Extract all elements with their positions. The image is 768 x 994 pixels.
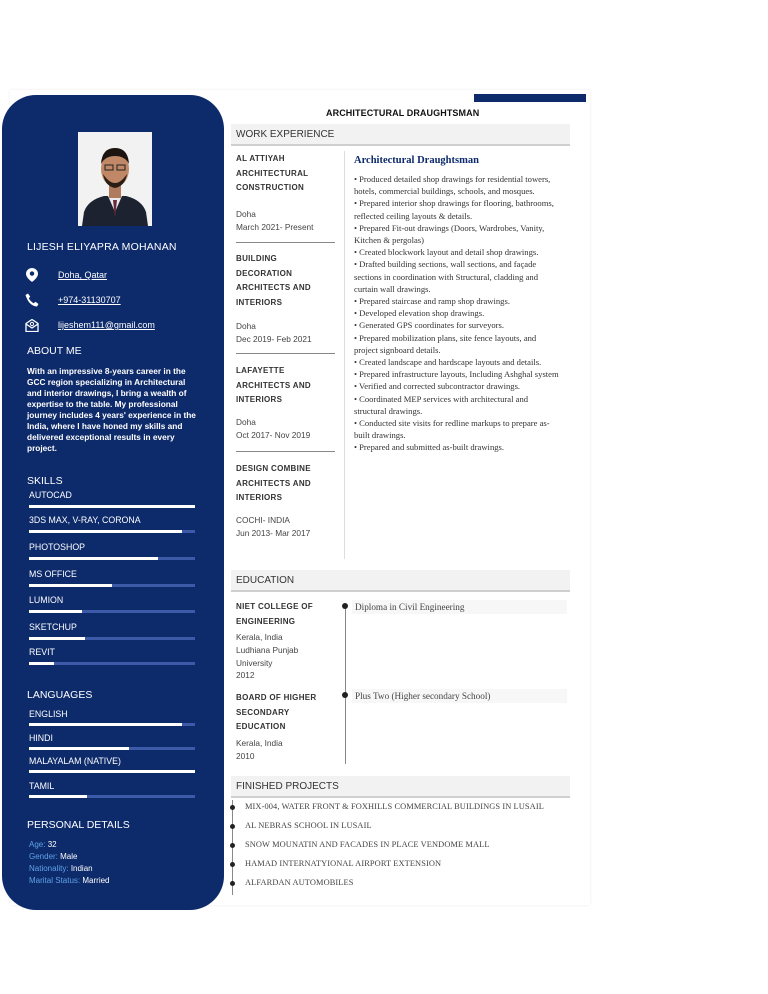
duty-item: • Prepared infrastructure layouts, Including Ashghal system xyxy=(354,369,559,380)
language-level-fill xyxy=(29,747,129,750)
contact-email xyxy=(24,317,208,333)
skill-level-fill xyxy=(29,505,195,508)
project-bullet xyxy=(230,824,235,829)
skill-level-bar xyxy=(29,637,195,640)
personal-gender: Gender: Male xyxy=(29,852,78,861)
skill-level-fill xyxy=(29,557,158,560)
skill-level-bar xyxy=(29,505,195,508)
language-name: TAMIL xyxy=(29,781,55,791)
work-heading: WORK EXPERIENCE xyxy=(236,129,335,140)
project-bullet xyxy=(230,862,235,867)
duty-item: • Created blockwork layout and detail shop drawings. xyxy=(354,247,539,258)
header-corner-decoration xyxy=(474,94,586,102)
skill-level-bar xyxy=(29,610,195,613)
duties-list xyxy=(354,173,562,454)
job-place: Doha xyxy=(236,417,256,427)
languages-heading: LANGUAGES xyxy=(27,689,93,701)
duty-item: • Generated GPS coordinates for surveyors. xyxy=(354,320,505,331)
sidebar xyxy=(2,95,224,910)
location-text: Doha, Qatar xyxy=(58,270,108,280)
edu-degree: Plus Two (Higher secondary School) xyxy=(355,691,491,701)
duty-item: • Conducted site visits for redline markups to prepare as-built drawings. xyxy=(354,418,550,441)
skill-level-fill xyxy=(29,637,85,640)
edu-university: Ludhiana Punjab University xyxy=(236,645,299,668)
work-column-divider xyxy=(344,151,345,559)
skill-name: PHOTOSHOP xyxy=(29,542,86,552)
personal-marital: Marital Status: Married xyxy=(29,876,110,885)
project-item: SNOW MOUNATIN AND FACADES IN PLACE VENDOME MALL xyxy=(245,840,490,849)
job-place: COCHI- INDIA xyxy=(236,515,290,525)
project-item: MIX-004, WATER FRONT & FOXHILLS COMMERCIAL BUILDINGS IN LUSAIL xyxy=(245,802,544,811)
education-timeline xyxy=(345,604,346,764)
duty-item: • Created landscape and hardscape layouts and details. xyxy=(354,357,542,368)
project-item: AL NEBRAS SCHOOL IN LUSAIL xyxy=(245,821,372,830)
edu-place: Kerala, India xyxy=(236,632,283,642)
language-level-bar xyxy=(29,747,195,750)
job-company: BUILDING DECORATION ARCHITECTS AND INTERIORS xyxy=(236,254,312,307)
education-heading: EDUCATION xyxy=(236,575,295,586)
skill-name: REVIT xyxy=(29,647,55,657)
skill-level-fill xyxy=(29,610,82,613)
personal-heading: PERSONAL DETAILS xyxy=(27,819,130,831)
edu-year: 2012 xyxy=(236,670,255,680)
job-period: Oct 2017- Nov 2019 xyxy=(236,430,311,440)
language-level-fill xyxy=(29,770,195,773)
job-company: AL ATTIYAH ARCHITECTURAL CONSTRUCTION xyxy=(236,154,309,192)
skill-name: 3DS MAX, V-RAY, CORONA xyxy=(29,515,141,525)
contact-location xyxy=(24,267,208,283)
personal-age: Age: 32 xyxy=(29,840,57,849)
duty-item: • Prepared interior shop drawings for flooring, bathrooms, reflected ceiling layouts & details. xyxy=(354,198,554,221)
skill-level-fill xyxy=(29,662,54,665)
project-bullet xyxy=(230,843,235,848)
skill-level-fill xyxy=(29,530,182,533)
skill-level-bar xyxy=(29,557,195,560)
projects-heading: FINISHED PROJECTS xyxy=(236,781,339,792)
job-period: Dec 2019- Feb 2021 xyxy=(236,334,312,344)
job-company: DESIGN COMBINE ARCHITECTS AND INTERIORS xyxy=(236,464,312,502)
skill-name: LUMION xyxy=(29,595,64,605)
job-place: Doha xyxy=(236,209,256,219)
profile-name: LIJESH ELIYAPRA MOHANAN xyxy=(27,241,177,253)
duty-item: • Prepared and submitted as-built drawings. xyxy=(354,442,505,453)
language-name: ENGLISH xyxy=(29,709,68,719)
duty-item: • Verified and corrected subcontractor drawings. xyxy=(354,381,521,392)
projects-heading-bar xyxy=(231,776,570,798)
contact-phone xyxy=(24,292,208,308)
edu-school: NIET COLLEGE OF ENGINEERING xyxy=(236,602,313,626)
personal-nationality: Nationality: Indian xyxy=(29,864,93,873)
skill-name: AUTOCAD xyxy=(29,490,72,500)
duty-item: • Prepared Fit-out drawings (Doors, Wardrobes, Vanity, Kitchen & pergolas) xyxy=(354,222,545,246)
job-separator xyxy=(236,353,335,354)
language-level-fill xyxy=(29,723,182,726)
duty-item: • Prepared mobilization plans, site fence layouts, and project signboard details. xyxy=(354,332,537,355)
edu-degree: Diploma in Civil Engineering xyxy=(355,602,465,612)
language-level-bar xyxy=(29,723,195,726)
project-bullet xyxy=(230,805,235,810)
duty-item: • Coordinated MEP services with architectural and structural drawings. xyxy=(354,393,529,416)
email-text[interactable]: lijeshem111@gmail.com xyxy=(58,320,155,330)
project-item: HAMAD INTERNATYIONAL AIRPORT EXTENSION xyxy=(245,859,442,868)
timeline-dot xyxy=(342,692,348,698)
education-heading-bar xyxy=(231,570,570,592)
duty-item: • Drafted building sections, wall sections, and façade sections in coordination with Structural, cladding and curtain wall drawings. xyxy=(354,259,539,294)
about-text: With an impressive 8-years career in the GCC region specializing in Architectural and interior drawings, I bring a wealth of expertise to the table. My professional journey includes 4 years' experience in the India, where I have honed my skills and delivered exceptional results in every project. xyxy=(27,366,196,453)
job-title-header: ARCHITECTURAL DRAUGHTSMAN xyxy=(326,108,480,118)
profile-photo xyxy=(78,132,152,226)
project-item: ALFARDAN AUTOMOBILES xyxy=(245,878,354,887)
edu-year: 2010 xyxy=(236,751,255,761)
job-separator xyxy=(236,242,335,243)
edu-place: Kerala, India xyxy=(236,738,283,748)
personal-details xyxy=(29,839,110,887)
skills-heading: SKILLS xyxy=(27,475,63,487)
skill-level-bar xyxy=(29,662,195,665)
skill-level-bar xyxy=(29,584,195,587)
work-heading-bar xyxy=(231,124,570,146)
language-name: HINDI xyxy=(29,733,53,743)
edu-school: BOARD OF HIGHER SECONDARY EDUCATION xyxy=(236,693,317,731)
phone-text[interactable]: +974-31130707 xyxy=(58,295,121,305)
skill-level-fill xyxy=(29,584,112,587)
job-period: March 2021- Present xyxy=(236,222,314,232)
language-name: MALAYALAM (NATIVE) xyxy=(29,756,121,766)
job-period: Jun 2013- Mar 2017 xyxy=(236,528,311,538)
skill-level-bar xyxy=(29,530,195,533)
project-bullet xyxy=(230,881,235,886)
phone-icon xyxy=(24,292,40,308)
duty-item: • Prepared staircase and ramp shop drawings. xyxy=(354,296,510,307)
email-icon xyxy=(24,317,40,333)
job-company: LAFAYETTE ARCHITECTS AND INTERIORS xyxy=(236,366,312,404)
language-level-fill xyxy=(29,795,87,798)
duty-item: • Developed elevation shop drawings. xyxy=(354,308,485,319)
language-level-bar xyxy=(29,795,195,798)
about-heading: ABOUT ME xyxy=(27,345,82,357)
duty-item: • Produced detailed shop drawings for residential towers, hotels, commercial buildings, schools, and mosques. xyxy=(354,174,551,197)
language-level-bar xyxy=(29,770,195,773)
skill-name: MS OFFICE xyxy=(29,569,77,579)
location-pin-icon xyxy=(24,267,40,283)
job-separator xyxy=(236,451,335,452)
skill-name: SKETCHUP xyxy=(29,622,77,632)
job-place: Doha xyxy=(236,321,256,331)
timeline-dot xyxy=(342,603,348,609)
role-title: Architectural Draughtsman xyxy=(354,155,479,166)
